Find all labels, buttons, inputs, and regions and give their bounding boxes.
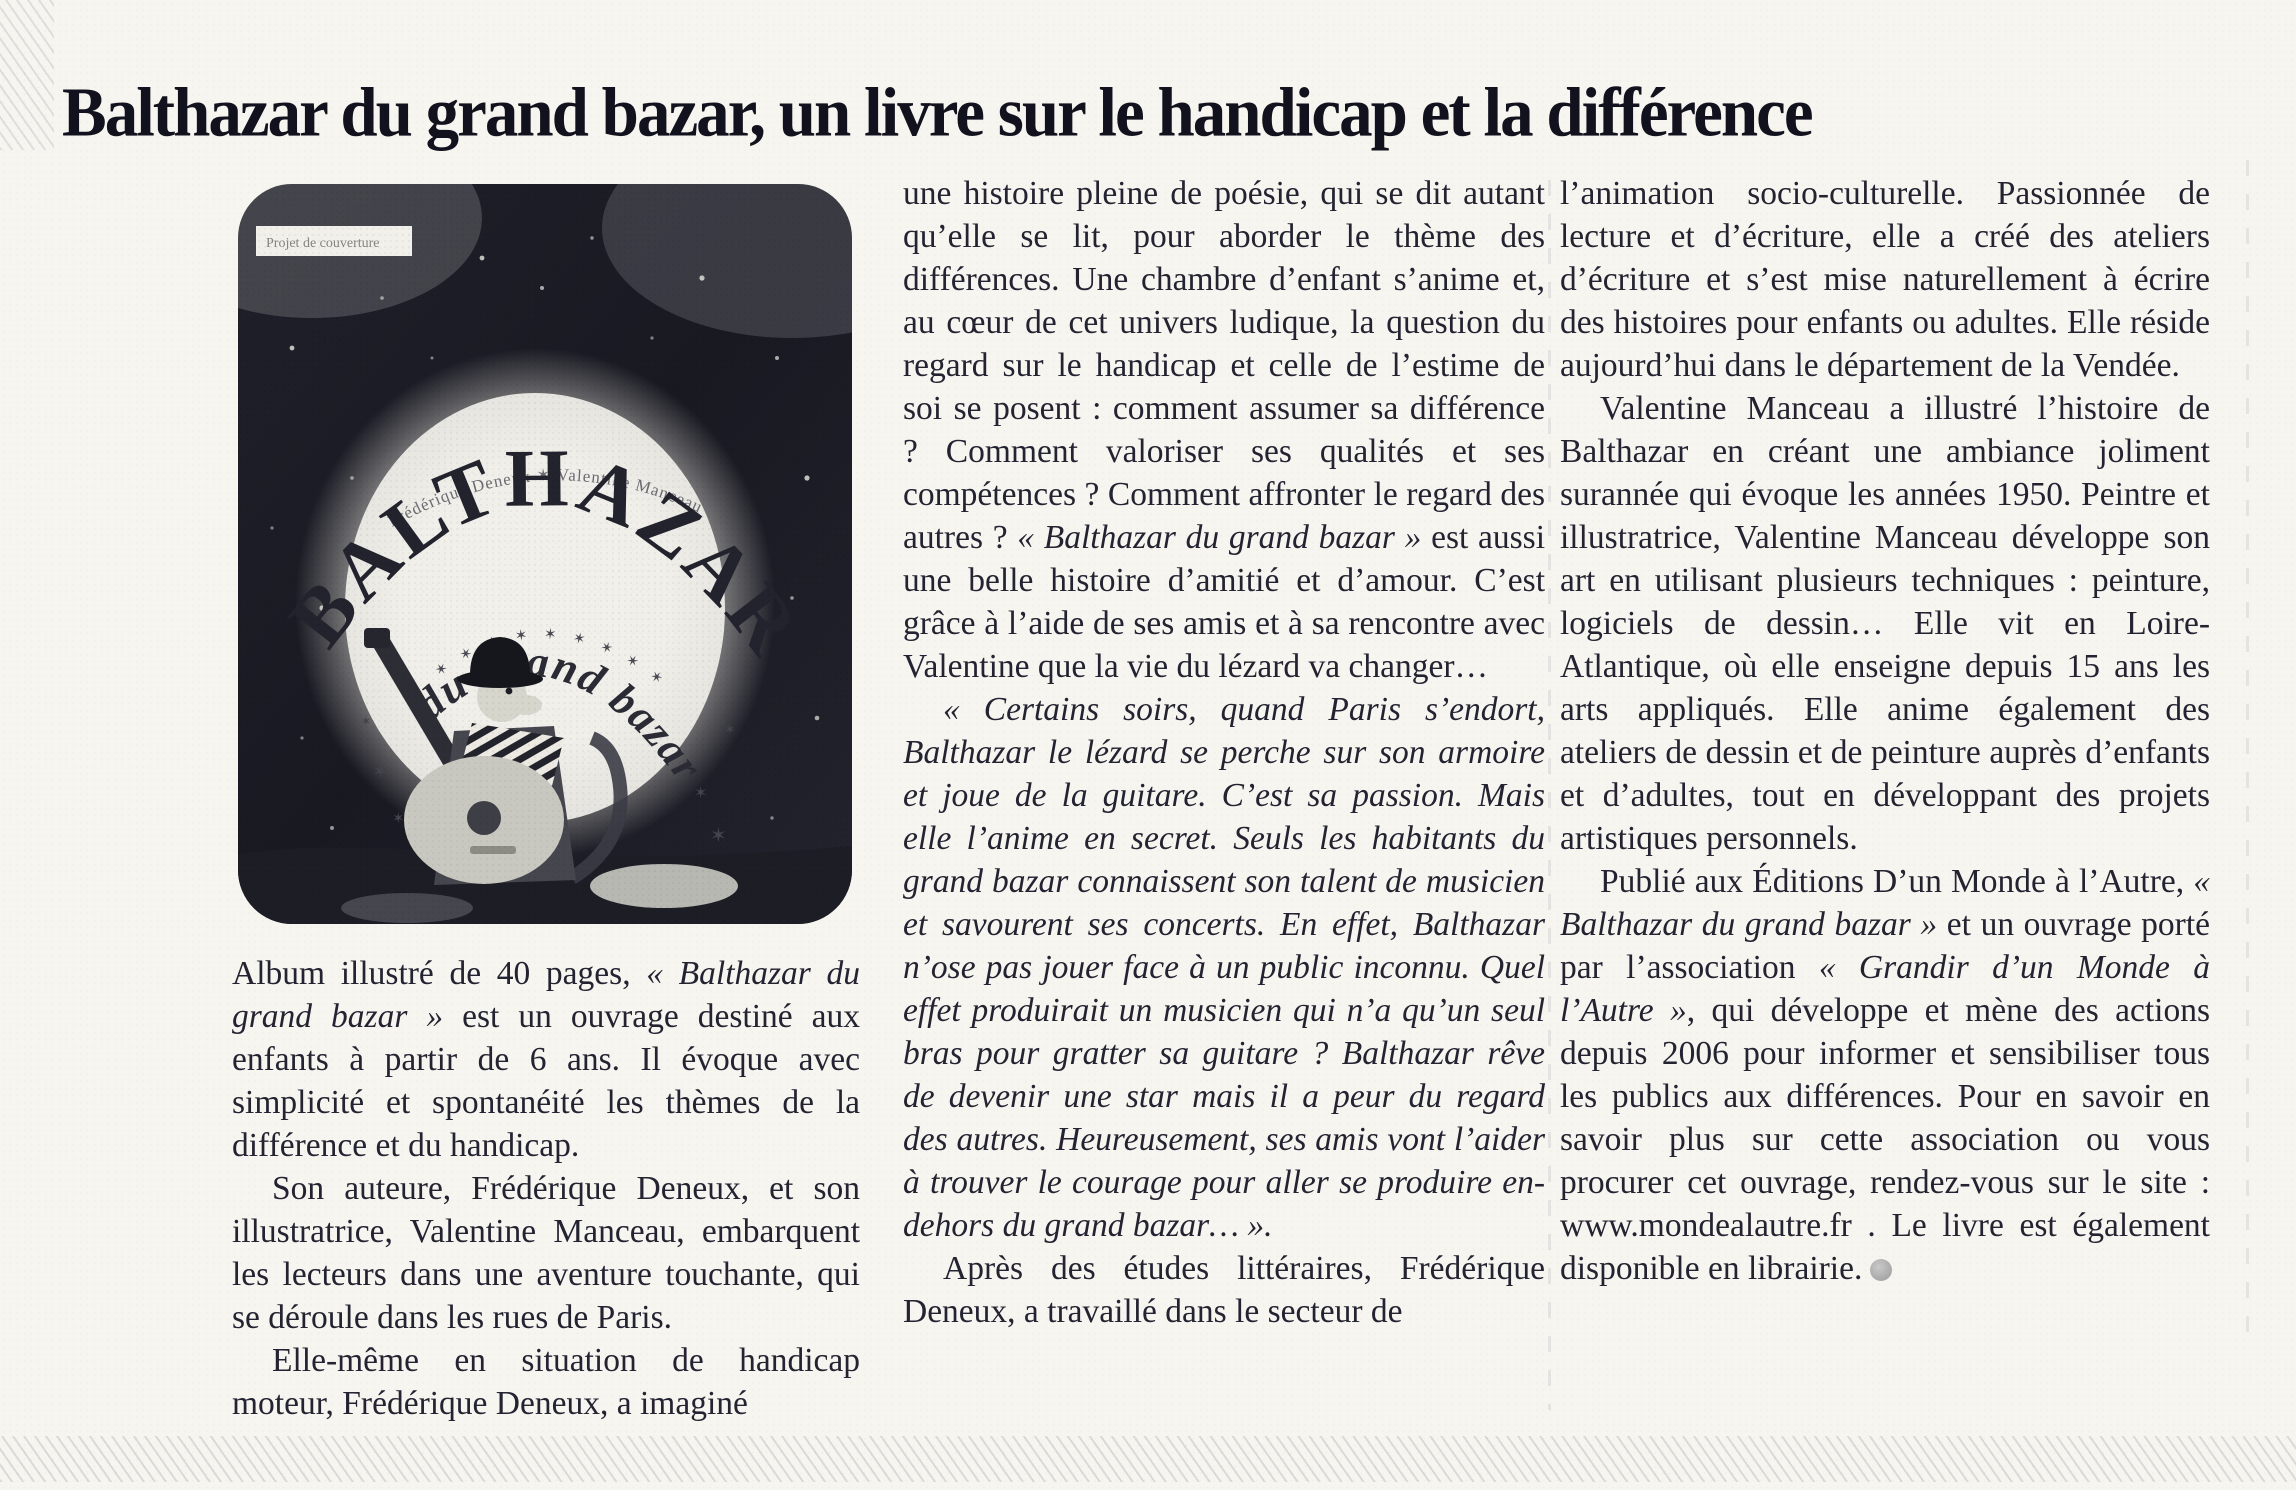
column-middle (903, 172, 1545, 1333)
text-segment: et un ouvrage porté par l’association (1560, 906, 2211, 986)
paragraph (1560, 387, 2210, 860)
italic-text-segment: « Balthazar du grand bazar » (232, 955, 860, 1035)
book-cover-art (232, 178, 860, 932)
scan-edge-hatch-corner (0, 0, 54, 150)
paragraph (232, 952, 860, 1167)
book-cover-image (232, 178, 860, 932)
text-segment: est un ouvrage destiné aux enfants à partir de 6 ans. Il évoque avec simplicité et spontanéité les thèmes de la différence et du handicap. (232, 998, 860, 1164)
text-segment: Après des études littéraires, Frédérique Deneux, a travaillé dans le secteur de (903, 1250, 1545, 1330)
paragraph (1560, 860, 2210, 1290)
column-fold-line (1548, 180, 1551, 1410)
scan-edge-hatch-bottom (0, 1436, 2296, 1482)
paragraph (903, 172, 1545, 688)
text-segment: « Certains soirs, quand Paris s’endort, Balthazar le lézard se perche sur son armoire et joue de la guitare. C’est sa passion. Mais elle l’anime en secret. Seuls les habitants du grand bazar connaissent son talent de musicien et savourent ses concerts. En effet, Balthazar n’ose pas jouer face à un public inconnu. Quel effet produirait un musicien qui n’a qu’un seul bras pour gratter sa guitare ? Balthazar rêve de devenir une star mais il a peur du regard des autres. Heureusement, ses amis vont l’aider à trouver le courage pour aller se produire en-dehors du grand bazar… ». (903, 691, 1545, 1244)
italic-text-segment: « Balthazar du grand bazar » (1017, 519, 1422, 556)
halftone-overlay (238, 184, 852, 924)
end-of-article-marker (1870, 1259, 1892, 1281)
paragraph (232, 1167, 860, 1339)
text-segment: est aussi une belle histoire d’amitié et d’amour. C’est grâce à l’aide de ses amis et à sa rencontre avec Valentine que la vie du lézard va changer… (903, 519, 1545, 685)
text-segment: , qui développe et mène des actions depuis 2006 pour informer et sensibiliser tous les publics aux différences. Pour en savoir en savoir plus sur cette association ou vous procurer cet ouvrage, rendez-vous sur le site : www.mondealautre.fr . Le livre est également disponible en librairie. (1560, 992, 2210, 1287)
text-segment: une histoire pleine de poésie, qui se dit autant qu’elle se lit, pour aborder le thème des différences. Une chambre d’enfant s’anime et, au cœur de cet univers ludique, la question du regard sur le handicap et celle de l’estime de soi se posent : comment assumer sa différence ? Comment valoriser ses qualités et ses compétences ? Comment affronter le regard des autres ? (903, 175, 1545, 556)
text-segment: Publié aux Éditions D’un Monde à l’Autre, (1600, 863, 2194, 900)
paragraph (903, 1247, 1545, 1333)
article-headline: Balthazar du grand bazar, un livre sur le handicap et la différence (62, 73, 1812, 151)
column-right (1560, 172, 2210, 1290)
text-segment: Valentine Manceau a illustré l’histoire de Balthazar en créant une ambiance joliment surannée qui évoque les années 1950. Peintre et illustratrice, Valentine Manceau développe son art en utilisant plusieurs techniques : peinture, logiciels de dessin… Elle vit en Loire-Atlantique, où elle enseigne depuis 15 ans les arts appliqués. Elle anime également des ateliers de dessin et de peinture auprès d’enfants et d’adultes, tout en développant des projets artistiques personnels. (1560, 390, 2210, 857)
column-left (232, 172, 860, 1425)
column-fold-line (2246, 160, 2249, 1340)
paragraph (1560, 172, 2210, 387)
italic-text-segment: « Grandir d’un Monde à l’Autre » (1560, 949, 2210, 1029)
text-segment: Son auteure, Frédérique Deneux, et son illustratrice, Valentine Manceau, embarquent les lecteurs dans une aventure touchante, qui se déroule dans les rues de Paris. (232, 1170, 860, 1336)
italic-text-segment: « Balthazar du grand bazar » (1560, 863, 2210, 943)
left-column-text (232, 952, 860, 1425)
text-segment: Elle-même en situation de handicap moteur, Frédérique Deneux, a imaginé (232, 1342, 860, 1422)
paragraph (232, 1339, 860, 1425)
text-segment: Album illustré de 40 pages, (232, 955, 647, 992)
paragraph (903, 688, 1545, 1247)
text-segment: l’animation socio-culturelle. Passionnée de lecture et d’écriture, elle a créé des ateliers d’écriture et s’est mise naturellement à écrire des histoires pour enfants ou adultes. Elle réside aujourd’hui dans le département de la Vendée. (1560, 175, 2210, 384)
